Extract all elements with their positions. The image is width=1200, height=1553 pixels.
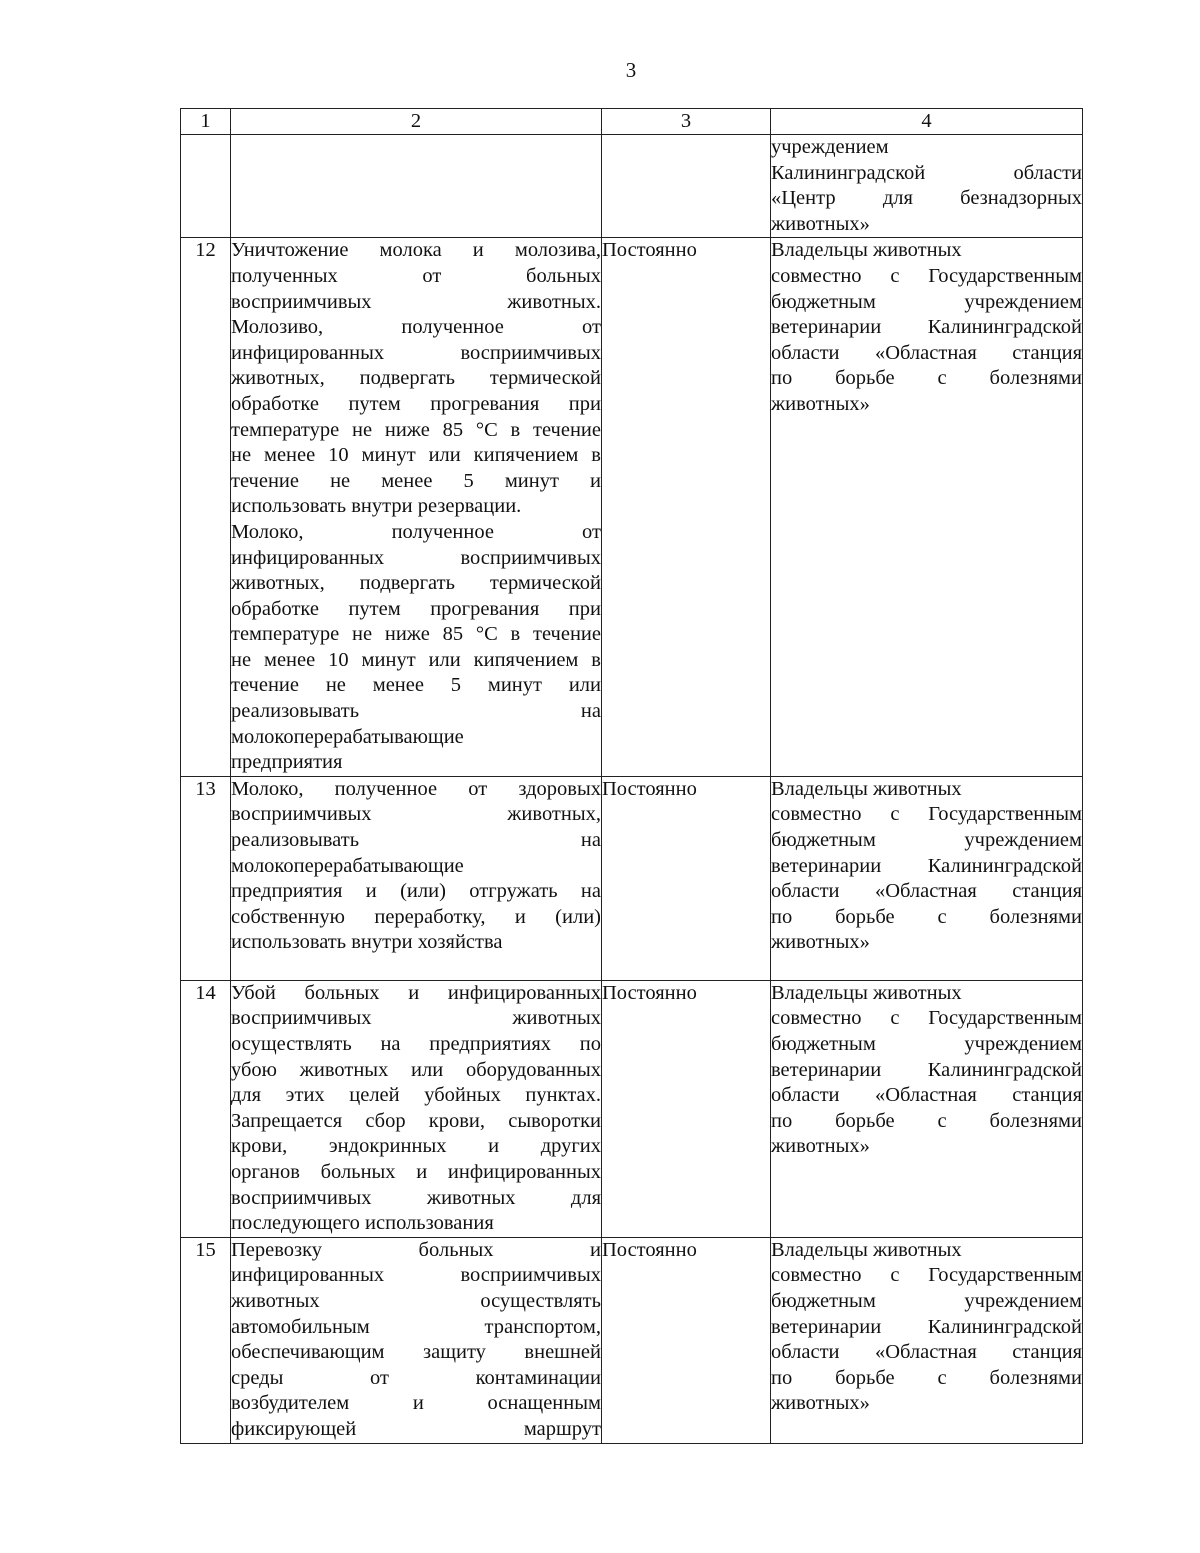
text-line: учреждением [771, 136, 889, 158]
text-line: совместно с Государственным [771, 803, 1082, 826]
text-line: восприимчивых животных для [231, 1186, 601, 1209]
text-line: Молозиво, полученное от [231, 316, 601, 339]
responsible-cell [771, 1237, 1083, 1443]
text-line: совместно с Государственным [771, 264, 1082, 287]
period-cell: Постоянно [602, 776, 771, 980]
text-line: молокоперерабатывающие [231, 725, 464, 748]
text-line: инфицированных восприимчивых [231, 341, 601, 364]
text-line: области «Областная станция [771, 1341, 1082, 1364]
text-line: Владельцы животных [771, 1238, 962, 1261]
responsible-cell [771, 980, 1083, 1237]
text-line: области «Областная станция [771, 1084, 1082, 1107]
text-line: осуществлять на предприятиях по [231, 1033, 601, 1056]
text-line: полученных от больных [231, 264, 601, 287]
text-line: температуре не ниже 85 °C в течение [231, 623, 601, 646]
text-line: по борьбе с болезнями [771, 367, 1082, 390]
text-line: бюджетным учреждением [771, 290, 1082, 313]
text-line: Уничтожение молока и молозива, [231, 239, 601, 262]
text-line: не менее 10 минут или кипячением в [231, 444, 601, 467]
table-row [181, 238, 1083, 776]
text-line: животных осуществлять [231, 1289, 601, 1312]
text-line: области «Областная станция [771, 341, 1082, 364]
text-line: Убой больных и инфицированных [231, 981, 601, 1004]
text-line: Молоко, полученное от [231, 520, 601, 543]
table-row-continuation [181, 135, 1083, 238]
row-number: 13 [181, 776, 231, 980]
page-number: 3 [625, 58, 637, 82]
text-line: бюджетным учреждением [771, 1289, 1082, 1312]
text-line: предприятия и (или) отгружать на [231, 880, 601, 903]
text-line: ветеринарии Калининградской [771, 854, 1082, 877]
text-line: восприимчивых животных. [231, 290, 601, 313]
text-line: не менее 10 минут или кипячением в [231, 648, 601, 671]
measures-table [180, 108, 1083, 1444]
table-row [181, 776, 1083, 980]
text-line: реализовывать на [231, 829, 601, 852]
text-line: фиксирующей маршрут [231, 1417, 601, 1440]
measure-cell [231, 135, 602, 238]
text-line: ветеринарии Калининградской [771, 1058, 1082, 1081]
text-line: использовать внутри резервации. [231, 495, 522, 518]
table-header-row [181, 109, 1083, 135]
text-line: использовать внутри хозяйства [231, 931, 503, 954]
text-line: возбудителем и оснащенным [231, 1392, 601, 1415]
row-number: 14 [181, 980, 231, 1237]
text-line: восприимчивых животных [231, 1007, 601, 1030]
text-line: обеспечивающим защиту внешней [231, 1341, 601, 1364]
text-line: обработке путем прогревания при [231, 597, 601, 620]
text-line: животных, подвергать термической [231, 367, 601, 390]
row-number: 15 [181, 1237, 231, 1443]
text-line: Владельцы животных [771, 777, 962, 800]
text-line: для этих целей убойных пунктах. [231, 1084, 601, 1107]
measure-cell [231, 1237, 602, 1443]
column-header: 1 [181, 109, 231, 135]
text-line: молокоперерабатывающие [231, 854, 464, 877]
text-line: среды от контаминации [231, 1366, 601, 1389]
text-line: инфицированных восприимчивых [231, 546, 601, 569]
text-line: крови, эндокринных и других [231, 1135, 601, 1158]
text-line: органов больных и инфицированных [231, 1161, 601, 1183]
text-line: инфицированных восприимчивых [231, 1264, 601, 1287]
text-line: восприимчивых животных, [231, 803, 601, 826]
text-line: течение не менее 5 минут или [231, 674, 601, 697]
text-line: бюджетным учреждением [771, 1033, 1082, 1056]
text-line: реализовывать на [231, 700, 601, 723]
text-line: последующего использования [231, 1212, 494, 1235]
period-cell: Постоянно [602, 980, 771, 1237]
text-line: Калининградской области [771, 161, 1082, 184]
text-line: предприятия [231, 751, 343, 774]
responsible-cell [771, 135, 1083, 238]
responsible-cell [771, 776, 1083, 980]
column-header: 3 [602, 109, 771, 135]
column-header: 2 [231, 109, 602, 135]
text-line: собственную переработку, и (или) [231, 905, 601, 928]
measure-cell [231, 980, 602, 1237]
row-number: 12 [181, 238, 231, 776]
text-line: животных» [771, 212, 870, 235]
text-line: по борьбе с болезнями [771, 905, 1082, 928]
period-cell [602, 135, 771, 238]
table-row [181, 1237, 1083, 1443]
text-line: ветеринарии Калининградской [771, 316, 1082, 339]
table-row [181, 980, 1083, 1237]
text-line: Запрещается сбор крови, сыворотки [231, 1109, 601, 1132]
text-line: животных» [771, 1135, 870, 1158]
text-line: Владельцы животных [771, 239, 962, 262]
measure-cell [231, 776, 602, 980]
text-line: убою животных или оборудованных [231, 1058, 601, 1081]
text-line: животных» [771, 931, 870, 954]
text-line: по борьбе с болезнями [771, 1366, 1082, 1389]
period-cell: Постоянно [602, 1237, 771, 1443]
column-header: 4 [771, 109, 1083, 135]
text-line: «Центр для безнадзорных [771, 187, 1082, 210]
period-cell: Постоянно [602, 238, 771, 776]
text-line: обработке путем прогревания при [231, 392, 601, 415]
measure-cell [231, 238, 602, 776]
text-line: совместно с Государственным [771, 1264, 1082, 1287]
text-line: ветеринарии Калининградской [771, 1315, 1082, 1338]
text-line: бюджетным учреждением [771, 829, 1082, 852]
text-line: Перевозку больных и [231, 1238, 601, 1261]
text-line: Владельцы животных [771, 981, 962, 1004]
text-line: области «Областная станция [771, 880, 1082, 903]
text-line: совместно с Государственным [771, 1007, 1082, 1030]
text-line: Молоко, полученное от здоровых [231, 777, 601, 800]
text-line: животных, подвергать термической [231, 572, 601, 595]
text-line: животных» [771, 392, 870, 415]
text-line: течение не менее 5 минут и [231, 469, 601, 492]
text-line: животных» [771, 1392, 870, 1415]
row-number-cell [181, 135, 231, 238]
text-line: температуре не ниже 85 °C в течение [231, 418, 601, 441]
text-line: автомобильным транспортом, [231, 1315, 601, 1338]
text-line: по борьбе с болезнями [771, 1109, 1082, 1132]
responsible-cell [771, 238, 1083, 776]
